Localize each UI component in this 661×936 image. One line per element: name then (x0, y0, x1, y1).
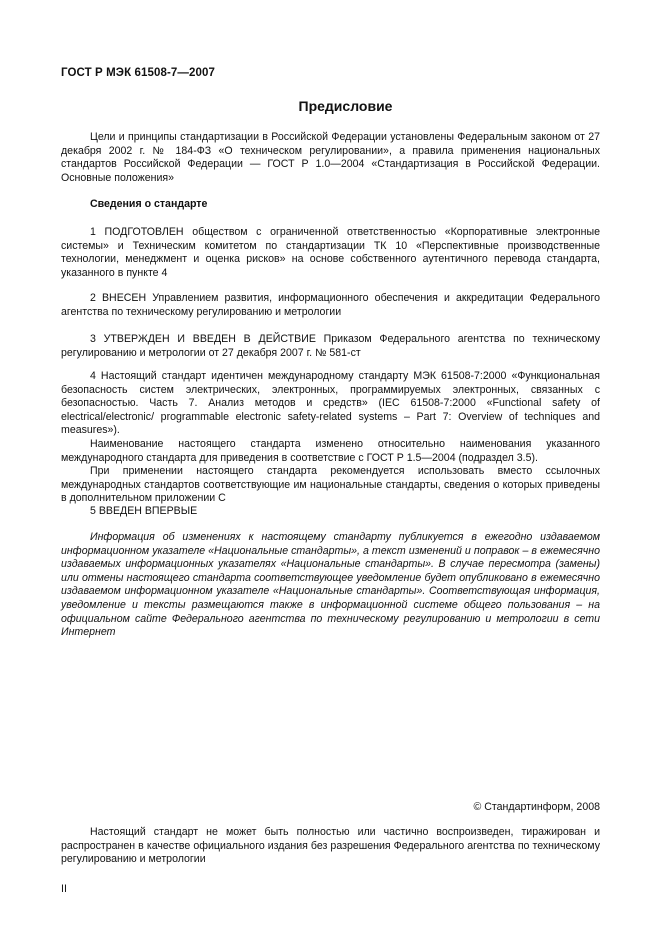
item-paragraph: 5 ВВЕДЕН ВПЕРВЫЕ (90, 505, 198, 517)
section-subtitle: Сведения о стандарте (90, 198, 208, 210)
subtitle-block (61, 198, 600, 212)
item-paragraph: 1 ПОДГОТОВЛЕН обществом с ограниченной ответственностью «Корпоративные электронные системы» и Техническим комитетом по стандартизации ТК 10 «Перспективные производственные технологии, менеджмент и оценка рисков» на основе собственного аутентичного перевода стандарта, указанного в пункте 4 (61, 226, 600, 279)
item-4-block (61, 370, 600, 506)
intro-block (61, 131, 600, 185)
document-header: ГОСТ Р МЭК 61508-7—2007 (61, 67, 215, 79)
rights-block (61, 826, 600, 867)
item-paragraph: Наименование настоящего стандарта изменено относительно наименования указанного международного стандарта для приведения в соответствие с ГОСТ Р 1.5—2004 (подраздел 3.5). (61, 437, 600, 464)
item-paragraph: 4 Настоящий стандарт идентичен международному стандарту МЭК 61508-7:2000 «Функциональная безопасность систем электрических, электронных, программируемых электронных, связанных с безопасностью. Часть 7. Анализ методов и средств» (IEC 61508-7:2000 «Functional safety of electrical/electronic/ programmable electronic safety-related systems – Part 7: Overview of techniques and measures»). (61, 370, 600, 437)
item-3-block (61, 333, 600, 360)
page-number: II (61, 883, 67, 895)
notice-block (61, 531, 600, 640)
item-paragraph: При применении настоящего стандарта рекомендуется использовать вместо ссылочных международных стандартов соответствующие им национальные стандарты, сведения о которых приведены в дополнительном приложении С (61, 465, 600, 505)
item-paragraph: 2 ВНЕСЕН Управлением развития, информационного обеспечения и аккредитации Федерального агентства по техническому регулированию и метрологии (61, 292, 600, 318)
item-2-block (61, 292, 600, 319)
item-5-block (61, 505, 600, 519)
notice-paragraph: Информация об изменениях к настоящему стандарту публикуется в ежегодно издаваемом информационном указателе «Национальные стандарты», а текст изменений и поправок – в ежемесячно издаваемых информационных указателях «Национальные стандарты». В случае пересмотра (замены) или отмены настоящего стандарта соответствующее уведомление будет опубликовано в ежемесячно издаваемом информационном указателе «Национальные стандарты». Соответствующая информация, уведомление и тексты размещаются также в информационной системе общего пользования – на официальном сайте Федерального агентства по техническому регулированию и метрологии в сети Интернет (61, 531, 600, 639)
item-paragraph: 3 УТВЕРЖДЕН И ВВЕДЕН В ДЕЙСТВИЕ Приказом Федерального агентства по техническому регулированию и метрологии от 27 декабря 2007 г. № 581-ст (61, 333, 600, 359)
item-1-block (61, 226, 600, 280)
intro-paragraph: Цели и принципы стандартизации в Российской Федерации установлены Федеральным законом от 27 декабря 2002 г. № 184-ФЗ «О техническом регулировании», а правила применения национальных стандартов Российской Федерации — ГОСТ Р 1.0—2004 «Стандартизация в Российской Федерации. Основные положения» (61, 131, 600, 184)
copyright: © Стандартинформ, 2008 (473, 801, 600, 813)
page-title: Предисловие (298, 98, 393, 114)
rights-paragraph: Настоящий стандарт не может быть полностью или частично воспроизведен, тиражирован и распространен в качестве официального издания без разрешения Федерального агентства по техническому регулированию и метрологии (61, 826, 600, 866)
